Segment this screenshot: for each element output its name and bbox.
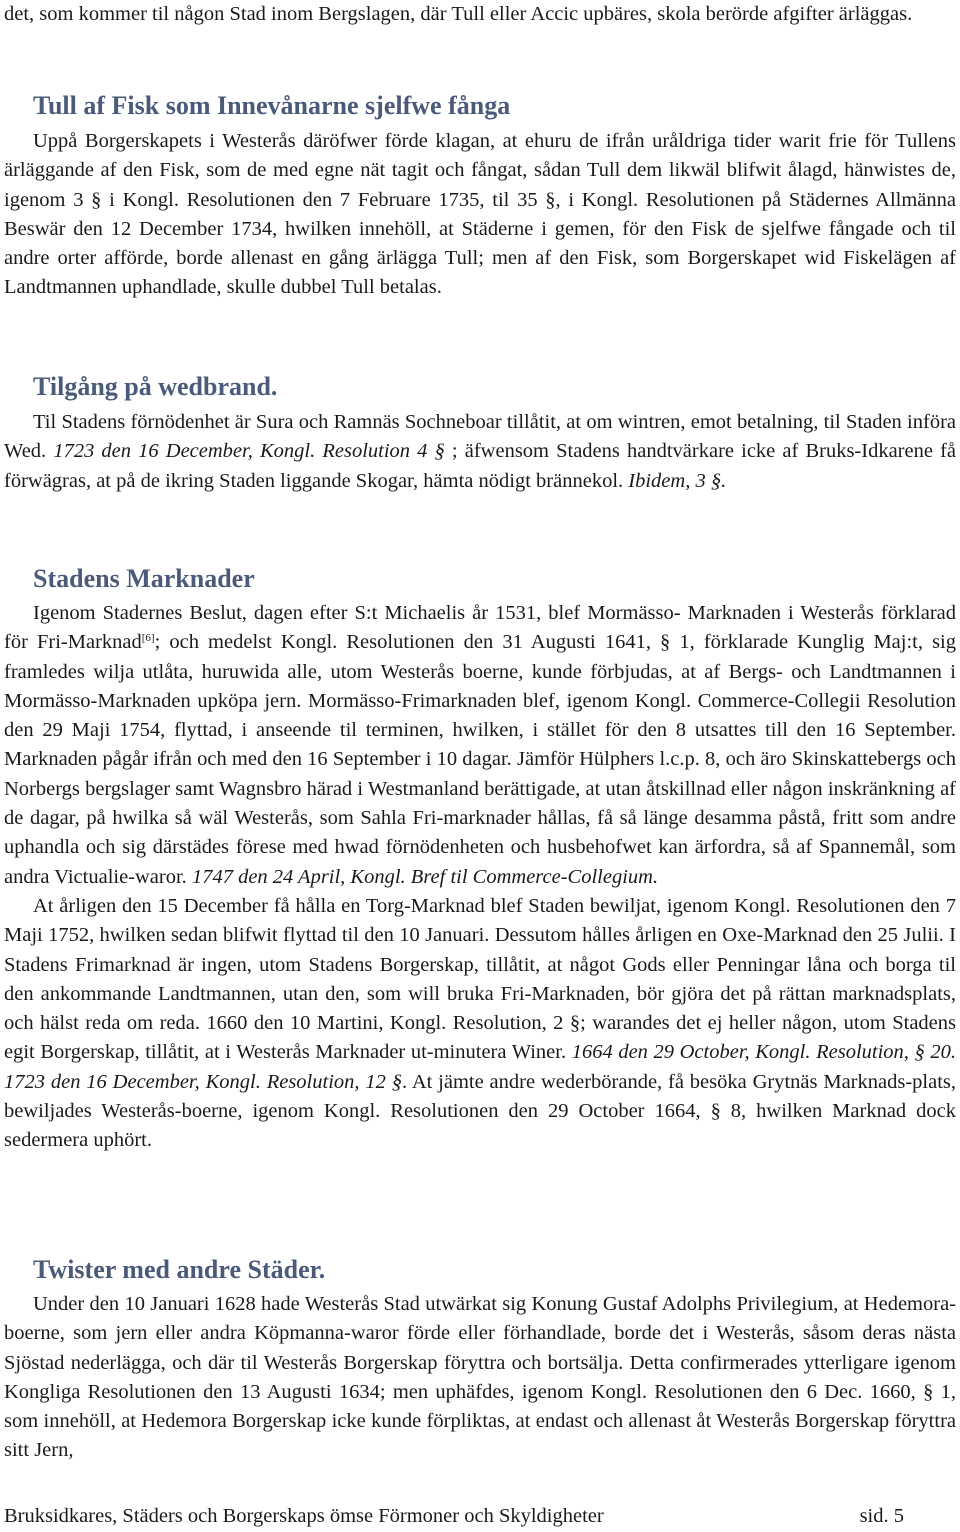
page-number: sid. 5: [859, 1505, 904, 1527]
marknader-citation-2: 1664 den 29 October, Kongl. Resolution, § 20. 1723 den 16 December, Kongl. Resolution, 12 §: [4, 1041, 956, 1093]
wedbrand-citation-b: Ibidem, 3 §.: [628, 469, 727, 492]
twister-paragraph: Under den 10 Januari 1628 hade Westerås Stad utwärkat sig Konung Gustaf Adolphs Privilegium, at Hedemora-boerne, som jern eller andra Köpmanna-waror förde eller förhandlade, borde det i Westerås, såsom deras nästa Sjöstad nederlägga, och där til Westerås Borgerskap föryttra och bortsälja. Detta confirmerades ytterligare igenom Kongliga Resolutionen den 13 Augusti 1634; men uphäfdes, igenom Kongl. Resolutionen den 6 Dec. 1660, § 1, som innehöll, at Hedemora Borgerskap icke kunde förpliktas, at endast och allenast åt Westerås Borgerskap föryttra sitt Jern,: [4, 1293, 956, 1462]
heading-tull-af-fisk: Tull af Fisk som Innevånarne sjelfwe fånga: [33, 91, 511, 120]
wedbrand-text-b: ; äfwensom Stadens handtvärkare icke af Bruks-Idkarene få förwägras, at på de ikring Staden liggande Skogar, hämta nödigt brännekol.: [4, 440, 956, 492]
wedbrand-text-a: Til Stadens förnödenhet är Sura och Ramnäs Sochneboar tillåtit, at om wintren, emot betalning, til Staden införa Wed.: [4, 411, 956, 463]
marknader-paragraph-1: [4, 599, 956, 892]
intro-text: det, som kommer til någon Stad inom Bergslagen, där Tull eller Accic upbäres, skola berörde afgifter ärläggas.: [4, 3, 913, 25]
intro-paragraph: [4, 0, 956, 29]
heading-twister: Twister med andre Städer.: [33, 1255, 326, 1284]
section-stadens-marknader: [4, 599, 956, 1156]
wedbrand-citation-a: 1723 den 16 December, Kongl. Resolution 4 §: [53, 440, 445, 463]
marknader-citation-1: 1747 den 24 April, Kongl. Bref til Commerce-Collegium.: [191, 865, 659, 888]
marknader-text-1b: ; och medelst Kongl. Resolutionen den 31 Augusti 1641, § 1, förklarade Kunglig Maj:t, sig framledes wilja utlåta, huruwida alle, utom Westerås boerne, kunde förbjudas, at af Bergs- och Landtmannen i Mormässo-Marknaden upköpa jern. Mormässo-Frimarknaden blef, igenom Kongl. Commerce-Collegii Resolution den 29 Maji 1754, flyttad, i anseende til terminen, hwilken, i stället för den 8 utsattes till den 16 September. Marknaden pågår ifrån och med den 16 September i 10 dagar. Jämför Hülphers l.c.p. 8, och äro Skinskattebergs och Norbergs bergslager samt Wagnsbro härad i Westmanland berättigade, at utan åtskillnad eller någon inskränkning af de dagar, på hwilka så wäl Westerås, som Sahla Fri-marknader hållas, få så länge desamma påstå, fritt som andre uphandla och sig därstädes förese med hwad förnödenheten och husbehofwet kan ärfordra, så af Spannemål, som andra Victualie-waror.: [4, 631, 956, 888]
tull-paragraph: Uppå Borgerskapets i Westerås däröfwer förde klagan, at ehuru de ifrån uråldriga tider warit frie för Tullens ärläggande af den Fisk, som de med egne nät tagit och fångat, sådan Tull dem likwäl blifwit ålagd, hänwistes de, igenom 3 § i Kongl. Resolutionen den 7 Februare 1735, til 35 §, i Kongl. Resolutionen på Städernes Allmänna Beswär den 12 December 1734, hwilken innehöll, at Städerne i gemen, för den Fisk de sjelfwe fångade och til andre orter afförde, borde allenast en gång ärlägga Tull; men af den Fisk, som Borgerskapet wid Fiskelägen af Landtmannen uphandlade, skulle dubbel Tull betalas.: [4, 130, 956, 299]
section-twister: [4, 1290, 956, 1466]
wedbrand-paragraph: [4, 408, 956, 496]
marknader-paragraph-2: [4, 892, 956, 1156]
page-footer: [4, 1503, 904, 1529]
marknader-text-1a: Igenom Stadernes Beslut, dagen efter S:t Michaelis år 1531, blef Mormässo- Marknaden i Westerås förklarad för Fri-Marknad: [4, 602, 956, 654]
section-tull-af-fisk: [4, 127, 956, 303]
footnote-link-6[interactable]: [6]: [141, 632, 155, 645]
heading-tilgang-wedbrand: Tilgång på wedbrand.: [33, 372, 278, 401]
marknader-text-2a: At årligen den 15 December få hålla en Torg-Marknad blef Staden bewiljat, igenom Kongl. Resolutionen den 7 Maji 1752, hwilken sedan blifwit flyttad til den 10 Januari. Dessutom hålles årligen en Oxe-Marknad den 25 Julii. I Stadens Frimarknad är ingen, utom Stadens Borgerskap, tillåtit, at något Gods eller Penningar låna och borga til den ankommande Landtmannen, utan den, som will bruka Fri-Marknaden, bör gjöra det på rättan marknadsplats, och hälst reda om reda. 1660 den 10 Martini, Kongl. Resolution, 2 §; warandes det ej heller någon, utom Stadens egit Borgerskap, tillåtit, at i Westerås Marknader ut-minutera Winer.: [4, 894, 956, 1064]
footer-title: Bruksidkares, Städers och Borgerskaps ömse Förmoner och Skyldigheter: [4, 1505, 604, 1527]
heading-stadens-marknader: Stadens Marknader: [33, 564, 255, 593]
section-tilgang-wedbrand: [4, 408, 956, 496]
marknader-text-2b: . At jämte andre wederbörande, få besöka Grytnäs Marknads-plats, bewiljades Westerås-boerne, igenom Kongl. Resolutionen den 29 October 1664, § 8, hwilken Marknad dock sedermera uphört.: [4, 1070, 956, 1152]
